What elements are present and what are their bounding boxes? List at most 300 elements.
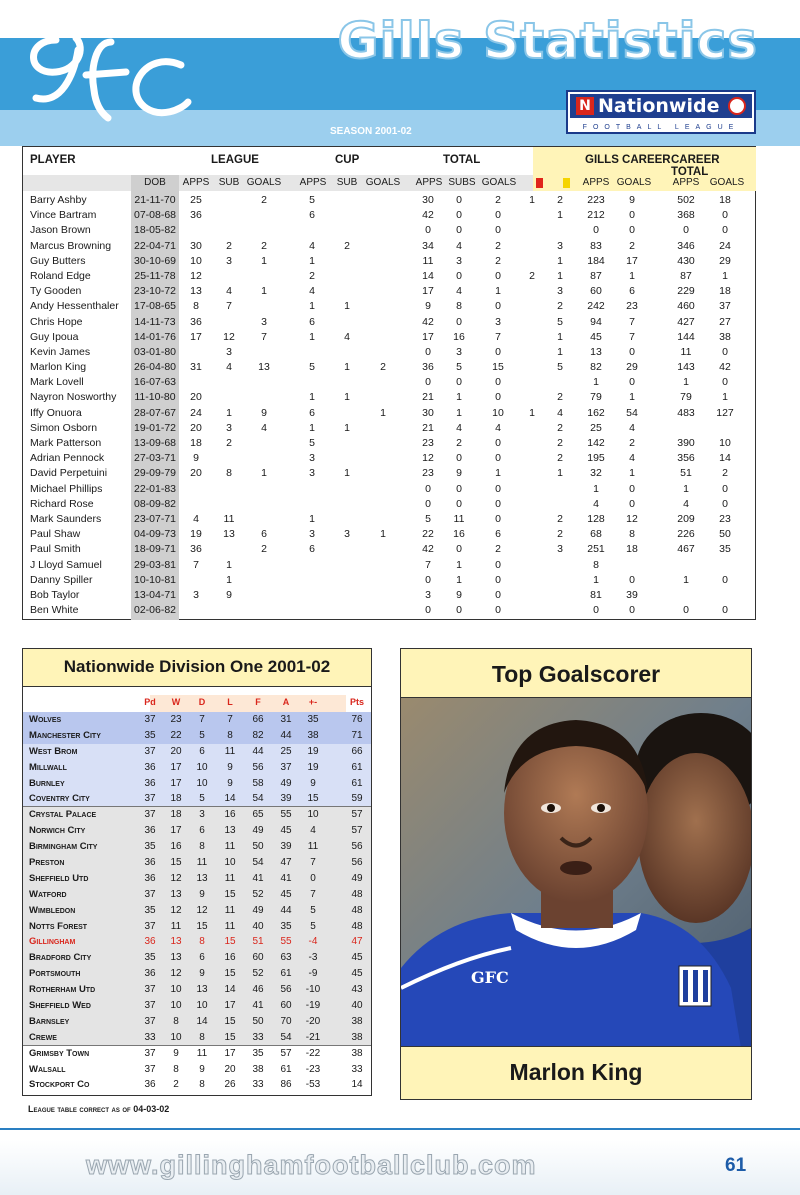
stat-cell: 12 (626, 512, 638, 525)
league-cell: 13 (196, 872, 208, 884)
stat-cell: 87 (680, 269, 692, 282)
stat-cell: 0 (495, 224, 501, 237)
league-cell: 13 (170, 936, 182, 948)
league-cell: 11 (307, 841, 319, 853)
stat-cell: 32 (590, 467, 602, 480)
stat-cell: 4 (683, 497, 689, 510)
player-dob: 13-09-68 (133, 437, 177, 449)
stat-cell: 83 (590, 239, 602, 252)
player-row (23, 223, 757, 238)
stat-cell: 212 (587, 209, 605, 222)
stat-cell: 3 (309, 452, 315, 465)
league-cell: -53 (305, 1079, 321, 1091)
league-row (23, 791, 371, 807)
team-name: Walsall (29, 1063, 66, 1075)
league-cell: 47 (280, 857, 292, 869)
stat-cell: 51 (680, 467, 692, 480)
stat-cell: 0 (495, 573, 501, 586)
league-cell: 61 (280, 968, 292, 980)
stat-cell: 29 (626, 361, 638, 374)
league-cell: 11 (224, 872, 236, 884)
stat-cell: 0 (495, 558, 501, 571)
league-cell: 36 (144, 761, 156, 773)
league-cell: -9 (308, 968, 318, 980)
league-cell: 86 (280, 1079, 292, 1091)
stat-cell: 3 (193, 588, 199, 601)
column-group-header: TOTAL (443, 154, 481, 166)
league-cell: 10 (196, 1000, 208, 1012)
stat-cell: 20 (190, 467, 202, 480)
stat-cell: 1 (344, 361, 350, 374)
stat-cell: 12 (223, 330, 235, 343)
stat-cell: 7 (425, 558, 431, 571)
league-cell: 15 (307, 793, 319, 805)
stat-cell: 1 (309, 300, 315, 313)
stat-cell: 17 (422, 330, 434, 343)
league-cell: 22 (170, 729, 182, 741)
league-cell: 17 (224, 1047, 236, 1059)
league-cell: 59 (351, 793, 363, 805)
league-cell: 39 (280, 841, 292, 853)
stat-cell: 6 (629, 285, 635, 298)
stat-cell: 1 (344, 300, 350, 313)
league-cell: 55 (280, 936, 292, 948)
player-row (23, 573, 757, 588)
league-cell: 57 (351, 825, 363, 837)
player-name: Kevin James (30, 345, 91, 358)
stat-cell: 0 (629, 482, 635, 495)
stat-cell: 0 (722, 497, 728, 510)
player-row (23, 269, 757, 284)
shirt-gfc-badge: GFC (471, 968, 509, 987)
team-name: Bradford City (29, 952, 92, 964)
stat-cell: 9 (456, 588, 462, 601)
stat-cell: 1 (309, 254, 315, 267)
league-cell: 37 (144, 888, 156, 900)
player-row (23, 497, 757, 512)
stat-cell: 162 (587, 406, 605, 419)
player-name: Mark Lovell (30, 376, 84, 389)
stat-cell: 467 (677, 543, 695, 556)
stat-cell: 1 (593, 573, 599, 586)
stat-cell: 0 (495, 588, 501, 601)
player-row (23, 558, 757, 573)
league-cell: 82 (252, 729, 264, 741)
stat-cell: 11 (453, 512, 465, 525)
football-icon (728, 97, 746, 115)
stat-cell: 0 (722, 376, 728, 389)
stat-cell: 1 (557, 345, 563, 358)
red-card-icon (536, 178, 543, 188)
player-row (23, 299, 757, 314)
league-cell: 4 (310, 825, 316, 837)
stat-cell: 1 (309, 330, 315, 343)
team-name: Gillingham (29, 936, 76, 948)
column-group-header: CAREER TOTAL (671, 154, 720, 178)
league-title: Nationwide Division One 2001-02 (63, 657, 331, 676)
league-cell: 5 (310, 904, 316, 916)
league-row (23, 871, 371, 887)
league-cell: 9 (227, 761, 233, 773)
player-name: Nayron Nosworthy (30, 391, 117, 404)
season-label: SEASON 2001-02 (330, 126, 412, 137)
stat-cell: 2 (226, 437, 232, 449)
stat-cell: 4 (456, 421, 462, 434)
column-subheader: GOALS (246, 177, 282, 188)
stat-cell: 1 (557, 209, 563, 222)
league-cell: 8 (173, 1063, 179, 1075)
league-cell: 57 (351, 809, 363, 821)
player-dob: 17-08-65 (133, 300, 177, 313)
player-stats-table (22, 146, 756, 620)
stat-cell: 12 (190, 269, 202, 282)
league-cell: 61 (351, 761, 363, 773)
league-title-box (23, 649, 371, 687)
league-cell: 76 (351, 714, 363, 725)
league-cell: 15 (224, 888, 236, 900)
stat-cell: 4 (557, 406, 563, 419)
stat-cell: 42 (422, 315, 434, 328)
stat-cell: 1 (226, 573, 232, 586)
column-subheader: SUB (218, 177, 240, 188)
stat-cell: 42 (719, 361, 731, 374)
league-cell: 54 (252, 793, 264, 805)
team-name: Sheffield Wed (29, 1000, 91, 1012)
stat-cell: 4 (344, 330, 350, 343)
stat-cell: 15 (492, 361, 504, 374)
stat-cell: 0 (495, 345, 501, 358)
league-cell: 16 (170, 841, 182, 853)
player-dob: 16-07-63 (133, 376, 177, 389)
player-name: Iffy Onuora (30, 406, 82, 419)
player-dob: 14-11-73 (134, 315, 176, 328)
stat-cell: 2 (261, 194, 267, 206)
column-subheader: APPS (299, 177, 327, 188)
league-cell: 35 (144, 729, 156, 741)
column-subheader: APPS (582, 177, 610, 188)
league-cell: -3 (308, 952, 318, 964)
league-row (23, 919, 371, 935)
league-cell: 5 (310, 920, 316, 932)
league-cell: 6 (199, 952, 205, 964)
stat-cell: 390 (677, 437, 695, 449)
yellow-card-icon (563, 178, 570, 188)
league-cell: 10 (196, 761, 208, 773)
league-cell: 11 (224, 904, 236, 916)
stat-cell: 0 (495, 391, 501, 404)
column-subheader: APPS (182, 177, 210, 188)
league-cell: 35 (252, 1047, 264, 1059)
goalscorer-title: Top Goalscorer (491, 661, 661, 687)
column-subheader: GOALS (481, 177, 517, 188)
league-cell: 7 (310, 857, 316, 869)
league-cell: 37 (144, 745, 156, 757)
club-website-url[interactable]: www.gillinghamfootballclub.com (86, 1150, 537, 1180)
league-row (23, 776, 371, 792)
league-cell: 37 (144, 793, 156, 805)
stat-cell: 87 (590, 269, 602, 282)
league-cell: 41 (280, 872, 292, 884)
stat-cell: 29 (719, 254, 731, 267)
player-dob: 07-08-68 (133, 209, 177, 222)
league-column-header: W (171, 697, 181, 707)
league-cell: 35 (144, 841, 156, 853)
stat-cell: 17 (422, 285, 434, 298)
player-row (23, 436, 757, 451)
stat-cell: 14 (719, 452, 731, 465)
player-dob: 30-10-69 (133, 254, 177, 267)
stat-cell: 2 (380, 361, 386, 374)
stat-cell: 13 (590, 345, 602, 358)
stat-cell: 3 (557, 543, 563, 556)
league-cell: 63 (280, 952, 292, 964)
player-name: Andy Hessenthaler (30, 300, 119, 313)
column-group-header: LEAGUE (211, 154, 259, 166)
stat-cell: 0 (593, 604, 599, 617)
stat-cell: 1 (226, 558, 232, 571)
stat-cell: 31 (190, 361, 202, 374)
stat-cell: 9 (425, 300, 431, 313)
player-name: Jason Brown (30, 224, 91, 237)
stat-cell: 0 (456, 497, 462, 510)
stat-cell: 25 (590, 421, 602, 434)
stat-cell: 2 (309, 269, 315, 282)
league-cell: 38 (252, 1063, 264, 1075)
player-dob: 03-01-80 (133, 345, 177, 358)
team-name: Watford (29, 888, 67, 900)
player-dob: 10-10-81 (133, 573, 177, 586)
league-cell: 38 (351, 1031, 363, 1043)
league-cell: 33 (144, 1031, 156, 1043)
stat-cell: 14 (422, 269, 434, 282)
league-cell: 55 (280, 809, 292, 821)
league-cell: 37 (144, 984, 156, 996)
player-name: Ty Gooden (30, 285, 82, 298)
stat-cell: 79 (680, 391, 692, 404)
stat-cell: 2 (557, 437, 563, 449)
stat-cell: 4 (309, 285, 315, 298)
stat-cell: 2 (557, 421, 563, 434)
stat-cell: 0 (456, 482, 462, 495)
player-dob: 22-01-83 (133, 482, 177, 495)
stat-cell: 0 (456, 543, 462, 556)
team-name: Portsmouth (29, 968, 81, 980)
league-cell: 15 (224, 936, 236, 948)
stat-cell: 50 (719, 528, 731, 541)
stat-cell: 2 (629, 437, 635, 449)
column-subheader: DOB (144, 177, 166, 188)
stat-cell: 0 (495, 209, 501, 222)
player-name: Danny Spiller (30, 573, 93, 586)
stat-cell: 1 (309, 512, 315, 525)
stat-cell: 9 (226, 588, 232, 601)
league-cell: 41 (252, 1000, 264, 1012)
stat-cell: 0 (683, 224, 689, 237)
team-name: Barnsley (29, 1015, 70, 1027)
league-cell: 15 (170, 857, 182, 869)
player-dob: 23-10-72 (133, 285, 177, 298)
league-header-row (23, 695, 371, 711)
player-name: Bob Taylor (30, 588, 80, 601)
player-name: Michael Phillips (30, 482, 103, 495)
league-cell: -21 (305, 1031, 321, 1043)
stat-cell: 0 (495, 269, 501, 282)
stat-cell: 36 (190, 209, 202, 222)
stat-cell: 1 (529, 406, 535, 419)
stat-cell: 3 (557, 239, 563, 252)
league-cell: 35 (307, 714, 319, 725)
league-cell: 25 (280, 745, 292, 757)
stat-cell: 0 (425, 482, 431, 495)
league-cell: 35 (144, 952, 156, 964)
league-cell: 17 (170, 825, 182, 837)
league-row (23, 1077, 371, 1093)
stat-cell: 1 (380, 528, 386, 541)
player-row (23, 466, 757, 481)
league-cell: 41 (252, 872, 264, 884)
stat-cell: 4 (593, 497, 599, 510)
stat-cell: 8 (226, 467, 232, 480)
league-cell: 6 (199, 745, 205, 757)
column-group-header: CUP (335, 154, 360, 166)
stat-cell: 3 (226, 345, 232, 358)
player-dob: 18-09-71 (133, 543, 177, 556)
player-row (23, 360, 757, 375)
stat-cell: 82 (590, 361, 602, 374)
team-name: Crewe (29, 1031, 57, 1043)
league-cell: 11 (224, 745, 236, 757)
stat-cell: 0 (683, 604, 689, 617)
stat-cell: 0 (456, 376, 462, 389)
league-row (23, 760, 371, 776)
league-cell: 46 (252, 984, 264, 996)
footer-divider (0, 1128, 800, 1130)
stat-cell: 1 (344, 421, 350, 434)
stat-cell: 1 (380, 406, 386, 419)
stat-cell: 36 (422, 361, 434, 374)
league-cell: 45 (351, 968, 363, 980)
team-name: Sheffield Utd (29, 872, 89, 884)
stat-cell: 2 (226, 239, 232, 252)
stat-cell: 35 (719, 543, 731, 556)
stat-cell: 0 (495, 300, 501, 313)
sponsor-name: Nationwide (598, 95, 720, 117)
stat-cell: 1 (722, 391, 728, 404)
stat-cell: 94 (590, 315, 602, 328)
league-cell: 20 (224, 1063, 236, 1075)
stat-cell: 1 (683, 573, 689, 586)
league-cell: 56 (351, 857, 363, 869)
league-cell: 13 (170, 888, 182, 900)
league-cell: 36 (144, 1079, 156, 1091)
league-note: League table correct as of 04-03-02 (28, 1104, 170, 1114)
stat-cell: 4 (629, 452, 635, 465)
league-cell: 19 (307, 761, 319, 773)
stat-cell: 8 (193, 300, 199, 313)
player-name: Guy Ipoua (30, 330, 79, 343)
league-cell: 44 (280, 729, 292, 741)
stat-cell: 0 (495, 512, 501, 525)
league-cell: 49 (252, 825, 264, 837)
stat-cell: 2 (495, 239, 501, 252)
team-name: Rotherham Utd (29, 984, 96, 996)
league-cell: 8 (199, 841, 205, 853)
stat-cell: 7 (495, 330, 501, 343)
league-cell: 36 (144, 825, 156, 837)
player-name: Adrian Pennock (30, 452, 105, 465)
stat-cell: 0 (495, 452, 501, 465)
stat-cell: 427 (677, 315, 695, 328)
stat-cell: 226 (677, 528, 695, 541)
stat-cell: 142 (587, 437, 605, 449)
player-name: Vince Bartram (30, 209, 97, 222)
stat-cell: 0 (722, 482, 728, 495)
league-cell: 40 (351, 1000, 363, 1012)
stat-cell: 11 (680, 345, 692, 358)
player-row (23, 451, 757, 466)
player-name: J Lloyd Samuel (30, 558, 102, 571)
league-cell: 11 (170, 920, 182, 932)
team-name: Wolves (29, 714, 62, 725)
stat-cell: 1 (456, 573, 462, 586)
stat-cell: 38 (719, 330, 731, 343)
stat-cell: 25 (190, 194, 202, 206)
column-subheader: SUB (336, 177, 358, 188)
stat-cell: 2 (495, 254, 501, 267)
league-cell: 8 (199, 1079, 205, 1091)
stat-cell: 2 (456, 437, 462, 449)
league-cell: 0 (310, 872, 316, 884)
player-name: Paul Smith (30, 543, 81, 556)
stat-cell: 0 (425, 497, 431, 510)
stat-cell: 223 (587, 194, 605, 206)
league-row (23, 807, 371, 823)
player-dob: 29-03-81 (133, 558, 177, 571)
stat-cell: 502 (677, 194, 695, 206)
league-row (23, 823, 371, 839)
player-row (23, 390, 757, 405)
league-cell: 6 (199, 825, 205, 837)
stat-cell: 0 (629, 573, 635, 586)
league-cell: 12 (196, 904, 208, 916)
league-cell: 17 (170, 761, 182, 773)
stat-cell: 1 (261, 285, 267, 298)
league-cell: 37 (144, 1015, 156, 1027)
stat-cell: 1 (495, 285, 501, 298)
stat-cell: 0 (425, 224, 431, 237)
league-cell: 56 (351, 841, 363, 853)
stat-cell: 5 (557, 361, 563, 374)
stat-cell: 3 (425, 588, 431, 601)
player-name: David Perpetuini (30, 467, 108, 480)
stat-cell: 30 (190, 239, 202, 252)
league-cell: 7 (310, 888, 316, 900)
player-dob: 18-05-82 (133, 224, 177, 237)
player-row (23, 603, 757, 618)
league-cell: 37 (144, 1000, 156, 1012)
stat-cell: 346 (677, 239, 695, 252)
league-row (23, 903, 371, 919)
stat-cell: 3 (226, 421, 232, 434)
stat-cell: 42 (422, 543, 434, 556)
stat-cell: 5 (309, 194, 315, 206)
page-number: 61 (725, 1155, 747, 1176)
column-group-header: PLAYER (30, 154, 76, 166)
stat-cell: 0 (629, 345, 635, 358)
stat-cell: 460 (677, 300, 695, 313)
league-column-header: D (198, 697, 206, 707)
player-name: Barry Ashby (30, 194, 87, 206)
